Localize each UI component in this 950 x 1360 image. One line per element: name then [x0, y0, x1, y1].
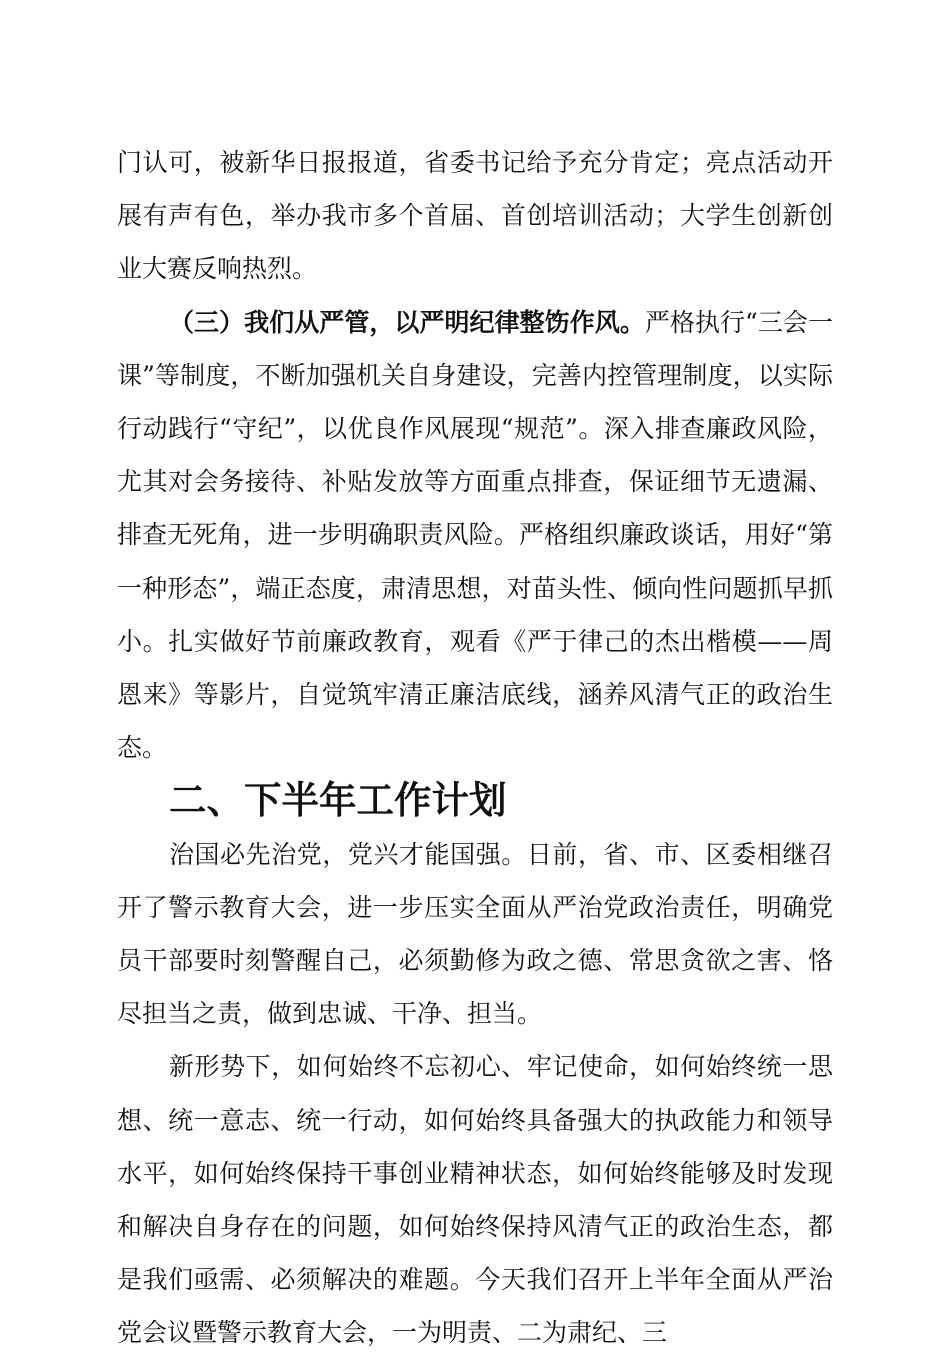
paragraph-party-governance: 治国必先治党，党兴才能国强。日前，省、市、区委相继召开了警示教育大会，进一步压实全面从严治党政治责任，明确党员干部要时刻警醒自己，必须勤修为政之德、常思贪欲之害、恪尽担当之责，做到忠诚、干净、担当。 — [117, 839, 833, 1029]
document-body — [117, 136, 833, 1360]
paragraph-body-text: 严格执行“三会一课”等制度，不断加强机关自身建设，完善内控管理制度，以实际行动践行“守纪”，以优良作风展现“规范”。深入排查廉政风险，尤其对会务接待、补贴发放等方面重点排查，保证细节无遗漏、排查无死角，进一步明确职责风险。严格组织廉政谈话，用好“第一种形态”，端正态度，肃清思想，对苗头性、倾向性问题抓早抓小。扎实做好节前廉政教育，观看《严于律己的杰出楷模——周恩来》等影片，自觉筑牢清正廉洁底线，涵养风清气正的政治生态。 — [117, 307, 833, 763]
paragraph-lead-in: （三）我们从严管，以严明纪律整饬作风。 — [169, 307, 645, 337]
paragraph-continuation: 门认可，被新华日报报道，省委书记给予充分肯定；亮点活动开展有声有色，举办我市多个首届、首创培训活动；大学生创新创业大赛反响热烈。 — [117, 148, 833, 284]
section-heading: 二、下半年工作计划 — [169, 778, 507, 823]
paragraph-strict-management — [117, 296, 833, 775]
paragraph-new-situation: 新形势下，如何始终不忘初心、牢记使命，如何始终统一思想、统一意志、统一行动，如何始终具备强大的执政能力和领导水平，如何始终保持干事创业精神状态，如何始终能够及时发现和解决自身存在的问题，如何始终保持风清气正的政治生态，都是我们亟需、必须解决的难题。今天我们召开上半年全面从严治党会议暨警示教育大会，一为明责、二为肃纪、三 — [117, 1052, 833, 1348]
